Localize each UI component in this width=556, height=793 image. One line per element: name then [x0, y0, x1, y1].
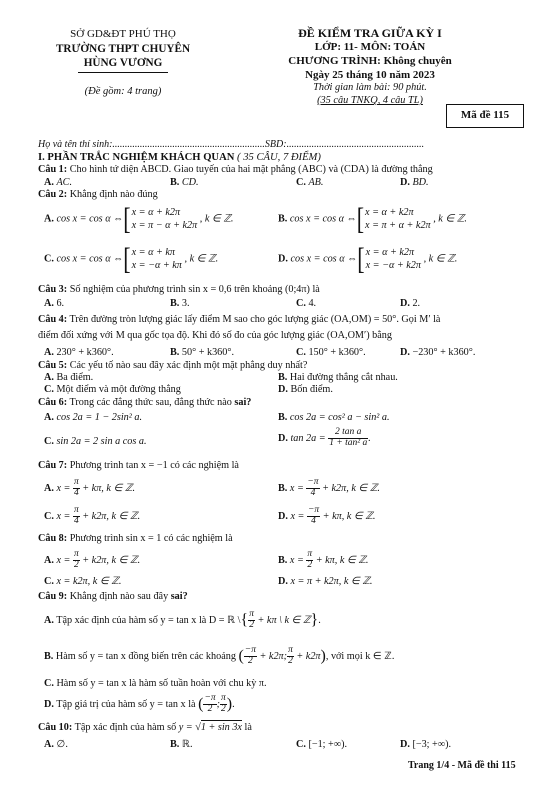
- q2-option-d: D. cos x = cos α ⇔[x = α + k2π x = −α + k2π , k ∈ ℤ.: [278, 241, 458, 277]
- q3-option-a: A. 6.: [44, 298, 65, 309]
- q8-option-c: C. x = k2π, k ∈ ℤ.: [44, 576, 122, 587]
- q10-option-d: D. [−3; +∞).: [400, 739, 452, 750]
- question-4-cont: điểm đối xứng với M qua gốc tọa độ. Khi đó số đo của góc lượng giác (OA,OM′) bằng: [38, 330, 392, 341]
- q1-option-d: D. BD.: [400, 177, 429, 188]
- q5-option-d: D. Bốn điểm.: [278, 384, 333, 395]
- q8-option-b: B. x = $\frac{\pi}{2}$ + kπ, k ∈ ℤ.: [278, 549, 369, 570]
- q6-option-a: A. cos 2a = 1 − 2sin² a.: [44, 412, 143, 423]
- question-3: Câu 3: Số nghiệm của phương trình sin x = 0,6 trên khoảng (0;4π) là: [38, 284, 320, 295]
- question-text: Cho hình tứ diện ABCD. Giao tuyến của hai mặt phẳng (ABC) và (CDA) là đường thẳng: [69, 164, 433, 175]
- q4-option-a: A. 230° + k360°.: [44, 347, 114, 358]
- q7-option-b: B. x = $\frac{-\pi}{4}$ + k2π, k ∈ ℤ.: [278, 477, 380, 498]
- q9-option-b: B. Hàm số y = tan x đồng biến trên các khoảng ( $\frac{-\pi}{2}$ + k2π; $\frac{\pi}{2}$ + k2π), với mọi k ∈ ℤ.: [44, 645, 395, 666]
- department-name: SỞ GD&ĐT PHÚ THỌ: [70, 28, 176, 40]
- q5-option-b: B. Hai đường thẳng cắt nhau.: [278, 372, 398, 383]
- exam-grade: LỚP: 11- MÔN: TOÁN: [314, 41, 426, 53]
- exam-structure: (35 câu TNKQ, 4 câu TL): [317, 95, 423, 107]
- q2-option-c: C. cos x = cos α ⇔[x = α + kπ x = −α + kπ , k ∈ ℤ.: [44, 241, 219, 277]
- question-6: Câu 6: Trong các đẳng thức sau, đẳng thức nào sai?: [38, 397, 252, 408]
- q6-option-b: B. cos 2a = cos² a − sin² a.: [278, 412, 390, 423]
- question-5: Câu 5: Các yếu tố nào sau đây xác định một mặt phẳng duy nhất?: [38, 360, 308, 371]
- question-9: Câu 9: Khẳng định nào sau đây sai?: [38, 591, 188, 602]
- page-count-note: (Đề gồm: 4 trang): [84, 85, 162, 97]
- q1-option-a: A. AC.: [44, 177, 73, 188]
- q5-option-c: C. Một điểm và một đường thẳng: [44, 384, 181, 395]
- q6-option-c: C. sin 2a = 2 sin a cos a.: [44, 436, 147, 447]
- section-note: ( 35 CÂU, 7 ĐIỂM): [237, 152, 321, 163]
- school-name-line1: TRƯỜNG THPT CHUYÊN: [55, 42, 191, 55]
- q10-option-a: A. ∅.: [44, 739, 68, 750]
- header-rule: [78, 72, 168, 73]
- student-info-line: Họ và tên thí sinh:.............................................................SBD:.......................................................: [38, 139, 425, 150]
- q6-option-d: D. tan 2a = $\frac{\text{2 tan a}}{\text{1 + tan² a}}$ .: [278, 427, 371, 448]
- question-1: [38, 164, 528, 177]
- exam-program: CHƯƠNG TRÌNH: Không chuyên: [288, 54, 452, 67]
- question-2: Câu 2: Khẳng định nào đúng: [38, 189, 158, 200]
- q3-option-c: C. 4.: [296, 298, 317, 309]
- q7-option-d: D. x = $\frac{-\pi}{4}$ + kπ, k ∈ ℤ.: [278, 505, 376, 526]
- q9-option-a: A. Tập xác định của hàm số y = tan x là D = ℝ \{ $\frac{\pi}{2}$ + kπ \ k ∈ ℤ}.: [44, 609, 321, 630]
- section-title-text: I. PHẦN TRẮC NGHIỆM KHÁCH QUAN: [38, 152, 235, 163]
- q4-option-b: B. 50° + k360°.: [170, 347, 234, 358]
- q1-option-c: C. AB.: [296, 177, 324, 188]
- q10-option-c: C. [−1; +∞).: [296, 739, 348, 750]
- q8-option-d: D. x = π + k2π, k ∈ ℤ.: [278, 576, 373, 587]
- question-8: Câu 8: Phương trình sin x = 1 có các nghiệm là: [38, 533, 233, 544]
- question-10: Câu 10: Tập xác định của hàm số y = √1 + sin 3x là: [38, 722, 252, 733]
- q1-option-b: B. CD.: [170, 177, 199, 188]
- q7-option-c: C. x = $\frac{\pi}{4}$ + k2π, k ∈ ℤ.: [44, 505, 141, 526]
- q4-option-c: C. 150° + k360°.: [296, 347, 366, 358]
- question-7: Câu 7: Phương trình tan x = −1 có các nghiệm là: [38, 460, 239, 471]
- q10-option-b: B. ℝ.: [170, 739, 193, 750]
- exam-title: ĐỀ KIỂM TRA GIỮA KỲ I: [298, 26, 442, 40]
- q4-option-d: D. −230° + k360°.: [400, 347, 476, 358]
- q7-option-a: A. x = $\frac{\pi}{4}$ + kπ, k ∈ ℤ.: [44, 477, 136, 498]
- section-title: [38, 151, 321, 164]
- q2-option-b: B. cos x = cos α ⇔[x = α + k2π x = π + α + k2π , k ∈ ℤ.: [278, 201, 467, 237]
- question-label: Câu 1:: [38, 164, 68, 175]
- q2-option-a: A. cos x = cos α ⇔[x = α + k2π x = π − α + k2π , k ∈ ℤ.: [44, 201, 234, 237]
- exam-header: [270, 26, 470, 108]
- school-header: [38, 28, 208, 98]
- q8-option-a: A. x = $\frac{\pi}{2}$ + k2π, k ∈ ℤ.: [44, 549, 141, 570]
- exam-code-box: Mã đề 115: [446, 104, 524, 128]
- q3-option-b: B. 3.: [170, 298, 190, 309]
- exam-time: Thời gian làm bài: 90 phút.: [313, 82, 427, 94]
- q3-option-d: D. 2.: [400, 298, 421, 309]
- question-4: Câu 4: Trên đường tròn lượng giác lấy điểm M sao cho góc lượng giác (OA,OM) = 50°. Gọi M′ là: [38, 314, 441, 325]
- exam-date: Ngày 25 tháng 10 năm 2023: [305, 68, 435, 81]
- page-footer: Trang 1/4 - Mã đề thi 115: [408, 760, 516, 771]
- q5-option-a: A. Ba điểm.: [44, 372, 94, 383]
- q9-option-c: C. Hàm số y = tan x là hàm số tuần hoàn với chu kỳ π.: [44, 678, 267, 689]
- q9-option-d: D. Tập giá trị của hàm số y = tan x là ( $\frac{-\pi}{2}$ ; $\frac{\pi}{2}$ ).: [44, 693, 235, 714]
- school-name-line2: HÙNG VƯƠNG: [83, 56, 163, 69]
